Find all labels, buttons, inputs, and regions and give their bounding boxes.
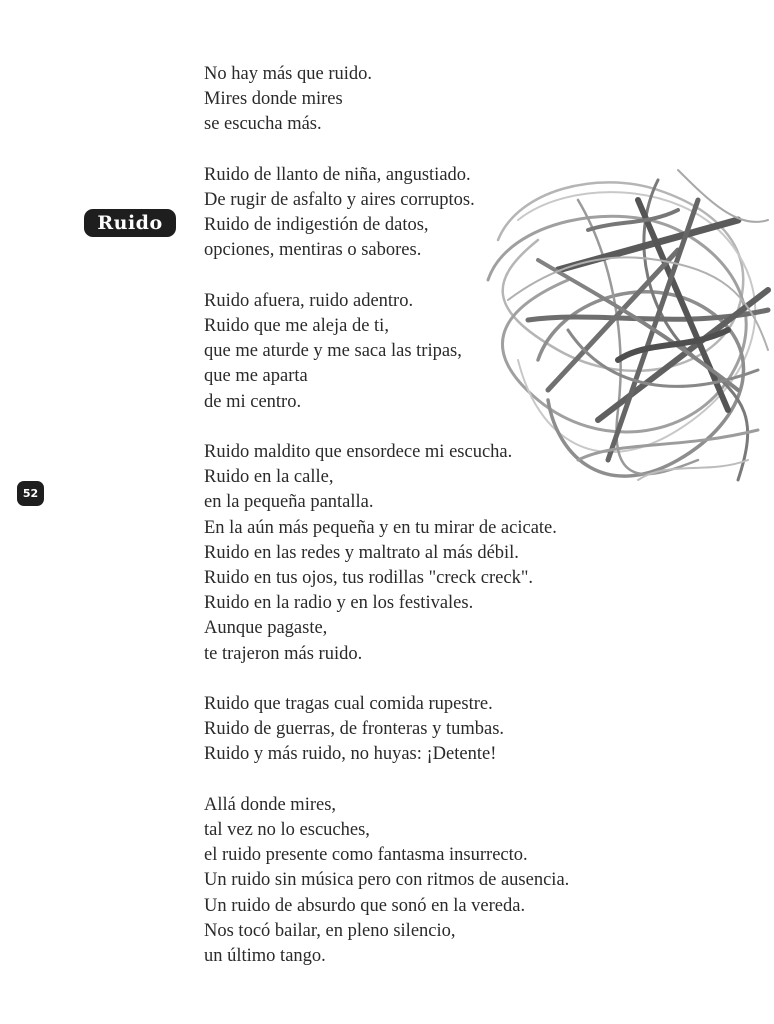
poem-line: Ruido en la radio y en los festivales. xyxy=(204,593,474,614)
poem-line: Mires donde mires xyxy=(204,89,343,110)
poem-line: Un ruido de absurdo que sonó en la vereda. xyxy=(204,895,526,916)
poem-line: un último tango. xyxy=(204,946,326,967)
poem-line: Ruido que me aleja de ti, xyxy=(204,316,389,336)
poem-title-badge: Ruido xyxy=(84,209,176,237)
poem-line: que me aparta xyxy=(204,366,308,387)
stanza xyxy=(204,793,569,969)
poem-line: No hay más que ruido. xyxy=(204,64,373,84)
poem-line: Aunque pagaste, xyxy=(204,618,328,639)
poem-line: Nos tocó bailar, en pleno silencio, xyxy=(204,920,456,941)
poem-line: Ruido en las redes y maltrato al más débil. xyxy=(204,542,519,563)
poem-line: Allá donde mires, xyxy=(204,794,337,815)
stanza xyxy=(204,289,569,415)
poem-line: el ruido presente como fantasma insurrecto. xyxy=(204,845,528,866)
stanza xyxy=(204,163,569,264)
stanza xyxy=(204,692,569,768)
poem-line: Ruido y más ruido, no huyas: ¡Detente! xyxy=(204,744,497,765)
stanza xyxy=(204,440,569,667)
poem-line: tal vez no lo escuches, xyxy=(204,820,370,841)
poem-line: te trajeron más ruido. xyxy=(204,643,363,664)
poem-line: De rugir de asfalto y aires corruptos. xyxy=(204,190,475,210)
poem-line: Ruido de indigestión de datos, xyxy=(204,215,429,236)
poem-line: se escucha más. xyxy=(204,114,322,135)
poem-body xyxy=(204,62,569,994)
poem-line: Ruido de llanto de niña, angustiado. xyxy=(204,164,471,185)
poem-line: Ruido afuera, ruido adentro. xyxy=(204,290,414,311)
poem-line: que me aturde y me saca las tripas, xyxy=(204,341,462,362)
poem-line: de mi centro. xyxy=(204,391,302,412)
poem-line: opciones, mentiras o sabores. xyxy=(204,240,422,261)
stanza xyxy=(204,62,569,138)
poem-line: Ruido de guerras, de fronteras y tumbas. xyxy=(204,719,505,740)
poem-line: Ruido que tragas cual comida rupestre. xyxy=(204,694,493,715)
poem-line: En la aún más pequeña y en tu mirar de acicate. xyxy=(204,517,557,538)
page-number-badge: 52 xyxy=(17,481,44,506)
poem-line: Un ruido sin música pero con ritmos de ausencia. xyxy=(204,870,570,891)
poem-line: Ruido en tus ojos, tus rodillas "creck creck". xyxy=(204,568,534,589)
poem-line: Ruido maldito que ensordece mi escucha. xyxy=(204,442,513,462)
poem-line: Ruido en la calle, xyxy=(204,467,334,488)
poem-line: en la pequeña pantalla. xyxy=(204,492,374,513)
